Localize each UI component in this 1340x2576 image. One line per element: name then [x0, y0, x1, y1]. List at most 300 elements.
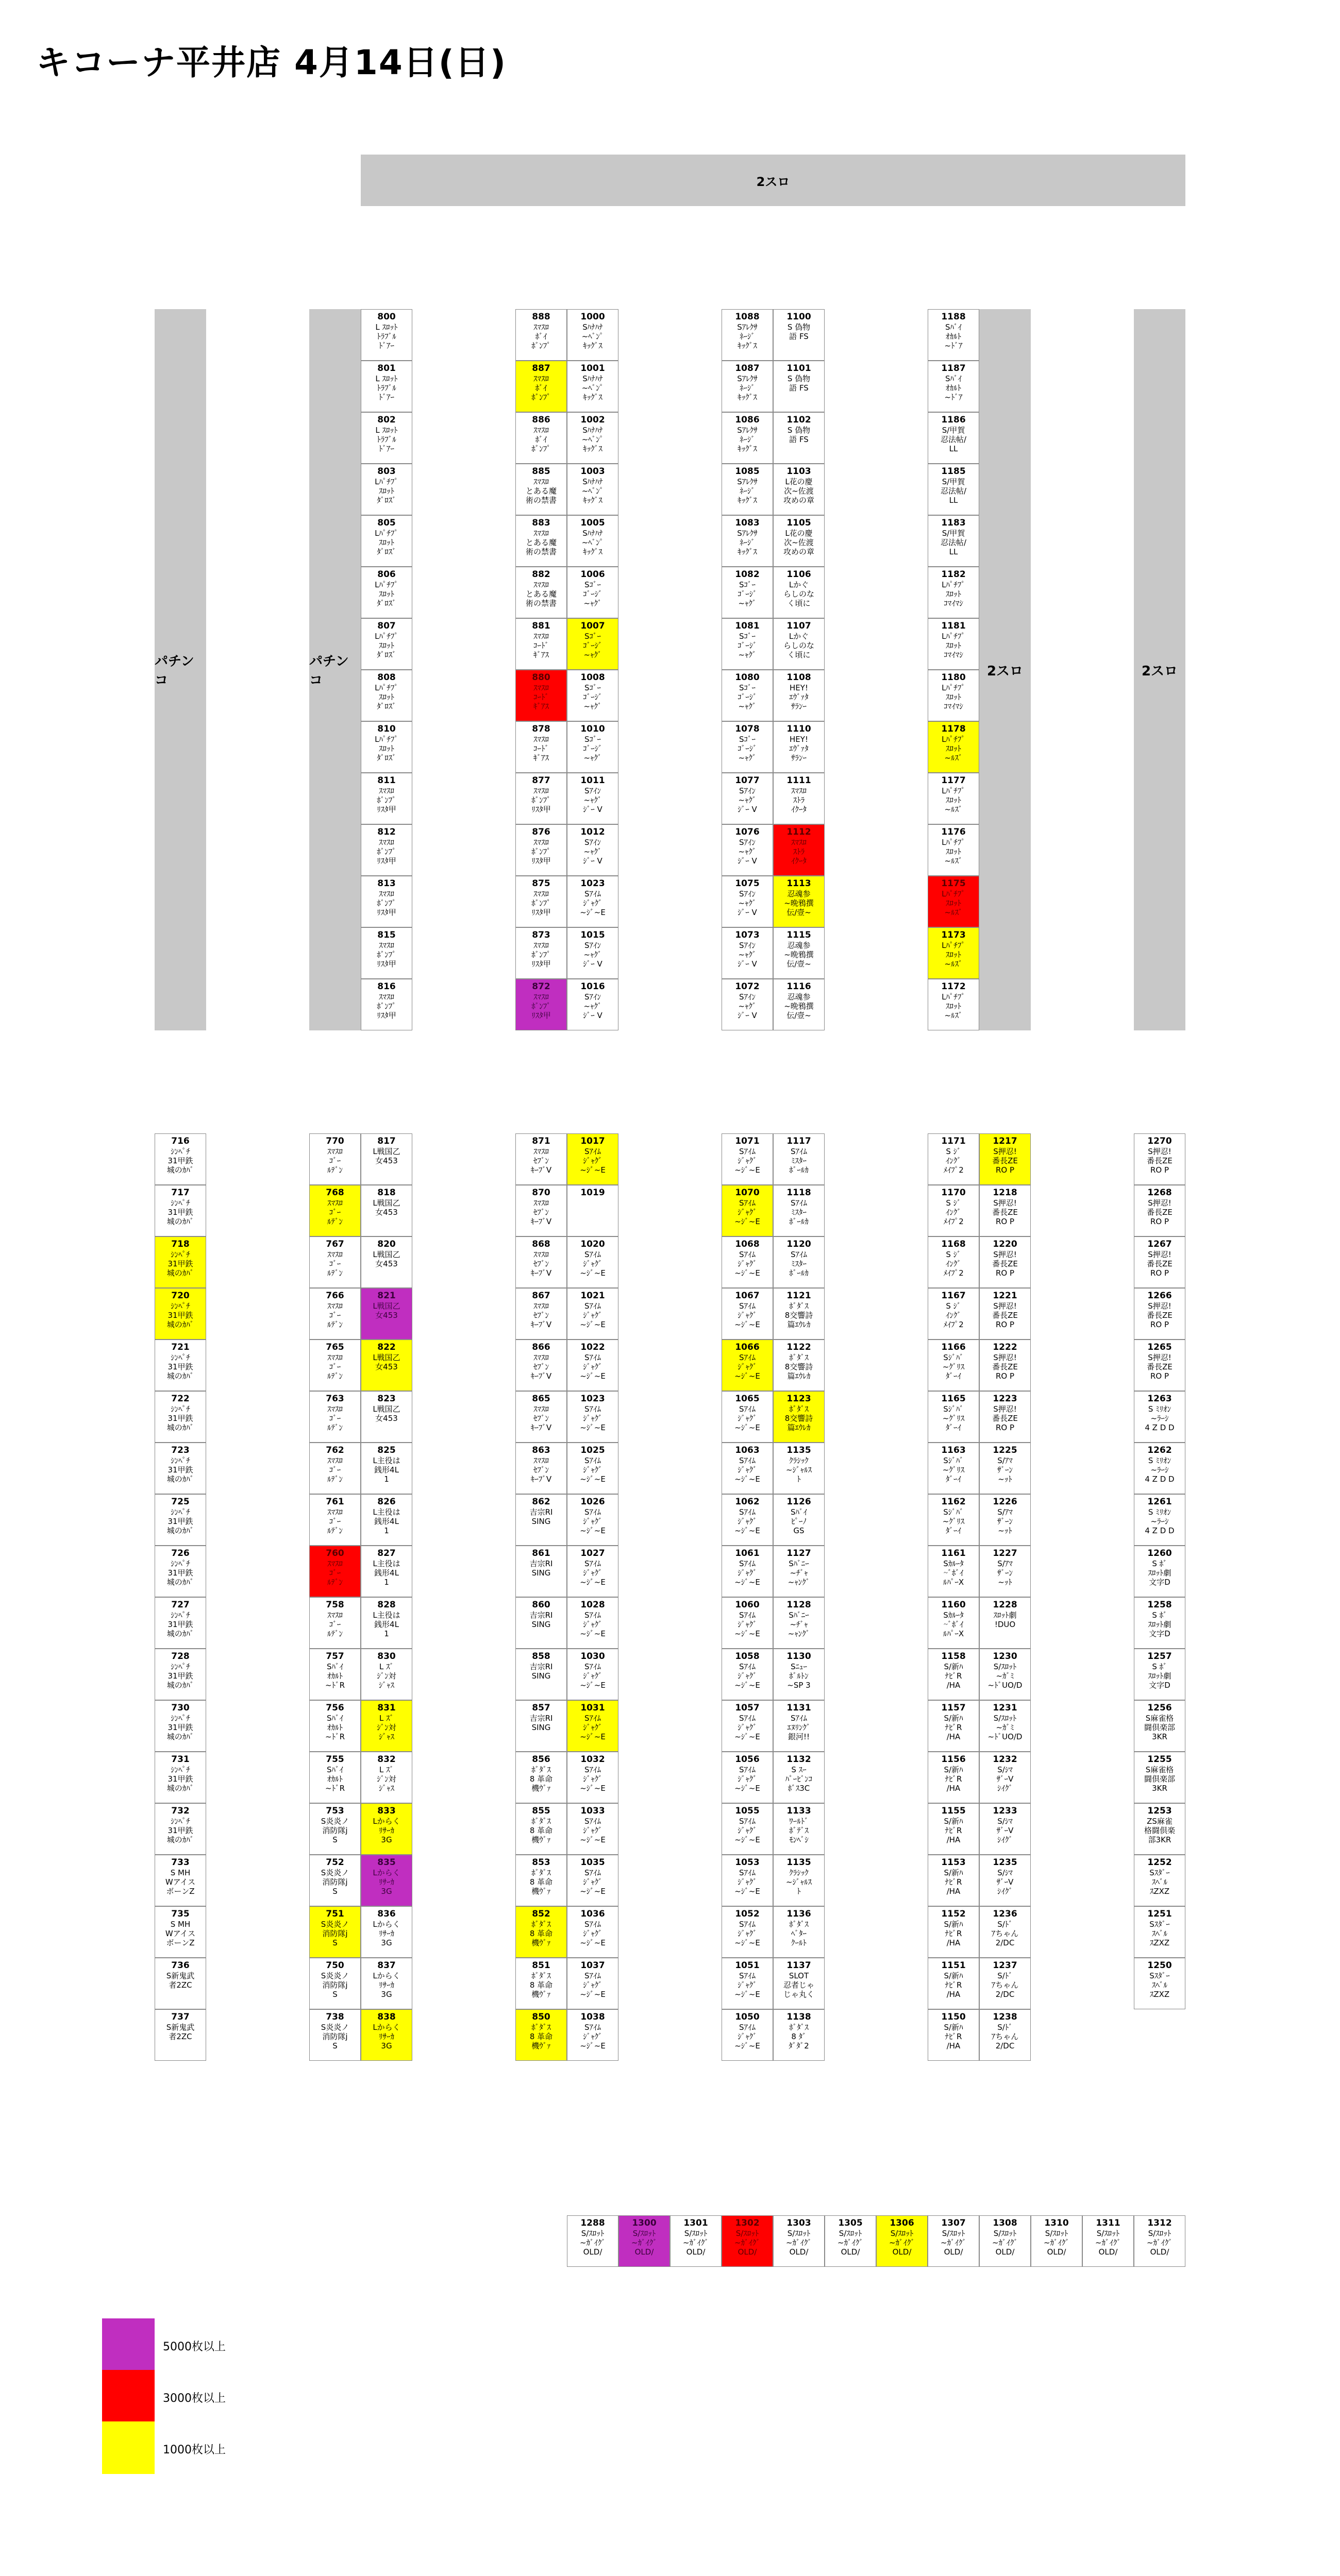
machine-name: Sﾊﾅﾊﾅ ~ﾍﾞﾝﾟ ｷｯｸﾞｽ: [581, 477, 604, 505]
machine-number: 728: [171, 1651, 190, 1662]
machine-number: 1060: [735, 1600, 760, 1610]
machine-number: 1251: [1147, 1909, 1172, 1919]
machine-number: 858: [532, 1651, 550, 1662]
machine-number: 1305: [838, 2218, 863, 2228]
machine-cell-717: [155, 1185, 206, 1236]
machine-name: Sｽﾀﾞｰ ｽﾍﾞﾙ ｽZXZ: [1149, 1971, 1170, 1999]
machine-number: 1118: [786, 1188, 811, 1198]
machine-name: ﾜｰﾙﾄﾞ ﾎﾞﾃﾞｽ ﾓﾝﾍﾞｼ: [789, 1817, 809, 1844]
machine-cell-1086: [722, 412, 773, 464]
machine-number: 863: [532, 1445, 550, 1455]
machine-name: L戦国乙 女453: [373, 1147, 400, 1165]
zone-banner-2slo: [361, 155, 1185, 206]
machine-number: 752: [326, 1857, 344, 1868]
machine-name: S/ｽﾛｯﾄ ~ｶﾞｲｸﾞ OLD/: [785, 2229, 812, 2257]
machine-cell-1263: [1134, 1391, 1185, 1443]
machine-name: Sｱｲﾑ ｼﾞｬｸﾞ ~ｼﾞ~E: [734, 1868, 760, 1896]
machine-cell-1160: [928, 1597, 979, 1649]
machine-number: 1185: [941, 466, 966, 477]
machine-name: Sﾆｭｰ ﾎﾞﾙﾄﾝ ~SP 3: [787, 1662, 811, 1690]
machine-cell-1251: [1134, 1906, 1185, 1958]
machine-cell-1113: [773, 876, 825, 927]
machine-cell-1187: [928, 361, 979, 412]
machine-number: 872: [532, 981, 550, 992]
machine-name: Sｱｲﾑ ｼﾞｬｸﾞ ~ｼﾞ~E: [734, 1147, 760, 1175]
machine-name: ｽﾏｽﾛ とある魔 術の禁書: [525, 477, 557, 505]
machine-cell-1265: [1134, 1340, 1185, 1391]
machine-number: 1270: [1147, 1136, 1172, 1146]
machine-number: 1225: [993, 1445, 1017, 1455]
machine-name: S/ｽﾛｯﾄ ~ｶﾞｲｸﾞ OLD/: [940, 2229, 967, 2257]
machine-name: S ﾎﾞ ｽﾛｯﾄ劇 文字D: [1148, 1559, 1171, 1587]
machine-number: 1133: [786, 1806, 811, 1816]
machine-number: 1020: [580, 1239, 605, 1249]
machine-name: Sｽﾀﾞｰ ｽﾍﾞﾙ ｽZXZ: [1149, 1868, 1170, 1896]
machine-name: ｽﾏｽﾛ ﾎﾞﾝﾌﾟ ﾘｽﾀ甲: [531, 786, 551, 814]
machine-number: 1053: [735, 1857, 760, 1868]
machine-name: S ｽｰ ﾊﾟｰﾋﾞﾝｺ ﾎﾞｽ3C: [785, 1765, 813, 1793]
machine-number: 1128: [786, 1600, 811, 1610]
machine-cell-1253: [1134, 1803, 1185, 1855]
machine-number: 733: [171, 1857, 190, 1868]
machine-cell-886: [515, 412, 567, 464]
machine-number: 1182: [941, 569, 966, 580]
machine-cell-1173: [928, 927, 979, 979]
machine-number: 1227: [993, 1548, 1017, 1558]
machine-number: 1083: [735, 518, 760, 528]
machine-cell-1075: [722, 876, 773, 927]
machine-name: S/ｽﾛｯﾄ ~ｶﾞｲｸﾞ OLD/: [1146, 2229, 1173, 2257]
machine-number: 1312: [1147, 2218, 1172, 2228]
machine-number: 822: [377, 1342, 396, 1352]
machine-name: Lﾊﾟﾁﾌﾟ ｽﾛｯﾄ ﾀﾞﾛｽﾞ: [375, 632, 398, 659]
machine-number: 873: [532, 930, 550, 940]
machine-name: Sｱｲﾝ ~ｬｸﾞ ｼﾞｰ V: [583, 786, 602, 814]
machine-cell-862: [515, 1494, 567, 1546]
machine-cell-838: [361, 2009, 412, 2061]
machine-cell-1217: [979, 1133, 1031, 1185]
machine-number: 1222: [993, 1342, 1017, 1352]
machine-cell-1087: [722, 361, 773, 412]
machine-cell-1162: [928, 1494, 979, 1546]
machine-number: 1035: [580, 1857, 605, 1868]
machine-cell-1110: [773, 721, 825, 773]
machine-cell-813: [361, 876, 412, 927]
machine-name: Lﾊﾟﾁﾌﾟ ｽﾛｯﾄ ﾀﾞﾛｽﾞ: [375, 735, 398, 762]
machine-cell-820: [361, 1236, 412, 1288]
machine-name: Sｱｲﾑ ｼﾞｬｸﾞ ~ｼﾞ~E: [580, 1250, 606, 1278]
machine-cell-1067: [722, 1288, 773, 1340]
machine-cell-837: [361, 1958, 412, 2009]
machine-cell-1001: [567, 361, 618, 412]
machine-name: Sｺﾞｰ ｺﾞｰｼﾞ ~ｬｸﾞ: [583, 580, 602, 608]
machine-number: 732: [171, 1806, 190, 1816]
machine-cell-1116: [773, 979, 825, 1030]
machine-name: Sｱｲﾑ ｼﾞｬｸﾞ ~ｼﾞ~E: [734, 1662, 760, 1690]
machine-name: Sｱﾚｸｻ ﾈｰｼﾞ ｷｯｸﾞｽ: [737, 477, 758, 505]
legend-label-5000: 5000枚以上: [163, 2341, 226, 2353]
machine-cell-1153: [928, 1855, 979, 1906]
machine-cell-768: [309, 1185, 361, 1236]
machine-cell-867: [515, 1288, 567, 1340]
machine-number: 1066: [735, 1342, 760, 1352]
machine-cell-828: [361, 1597, 412, 1649]
machine-number: 717: [171, 1188, 190, 1198]
machine-cell-1126: [773, 1494, 825, 1546]
machine-name: Sｱｲﾑ ｼﾞｬｸﾞ ~ｼﾞ~E: [734, 1714, 760, 1741]
machine-name: S ｼﾞ ｲﾝｸﾞ ﾒｲﾌﾟ2: [943, 1198, 964, 1226]
machine-name: ﾎﾞﾀﾞｽ ﾍﾞﾀｰ ｸｰﾙﾄ: [789, 1920, 809, 1947]
machine-cell-1068: [722, 1236, 773, 1288]
machine-number: 1077: [735, 775, 760, 786]
machine-number: 1230: [993, 1651, 1017, 1662]
machine-cell-801: [361, 361, 412, 412]
machine-cell-1030: [567, 1649, 618, 1700]
machine-name: ｽﾏｽﾛ ﾎﾞﾝﾌﾟ ﾘｽﾀ甲: [377, 786, 396, 814]
machine-name: Sｼﾞﾊﾞ ~ｸﾞﾘｽ ﾀﾞｰｲ: [942, 1404, 965, 1432]
machine-name: Sｼﾞﾊﾞ ~ｸﾞﾘｽ ﾀﾞｰｲ: [942, 1507, 965, 1535]
machine-cell-866: [515, 1340, 567, 1391]
machine-name: S炎炎ノ 消防隊j S: [321, 1868, 349, 1896]
machine-name: ｽﾏｽﾛ とある魔 術の禁書: [525, 580, 557, 608]
machine-number: 1153: [941, 1857, 966, 1868]
machine-name: ｽﾏｽﾛ ﾎﾞﾝﾌﾟ ﾘｽﾀ甲: [531, 992, 551, 1020]
machine-cell-815: [361, 927, 412, 979]
machine-number: 1067: [735, 1291, 760, 1301]
machine-name: SLOT 忍者じゃ じゃ丸く: [783, 1971, 814, 1999]
machine-cell-1058: [722, 1649, 773, 1700]
machine-cell-752: [309, 1855, 361, 1906]
machine-number: 868: [532, 1239, 550, 1249]
machine-name: Sｱｲﾑ ｼﾞｬｸﾞ ~ｼﾞ~E: [734, 2023, 760, 2050]
machine-name: L花の慶 次~佐渡 攻めの章: [783, 477, 814, 505]
machine-number: 882: [532, 569, 550, 580]
machine-number: 1306: [890, 2218, 914, 2228]
machine-number: 1177: [941, 775, 966, 786]
machine-cell-1172: [928, 979, 979, 1030]
machine-number: 1011: [580, 775, 605, 786]
machine-name: L ｽﾞ ｼﾞﾝ対 ｼﾞｬｽ: [377, 1765, 396, 1793]
machine-number: 1033: [580, 1806, 605, 1816]
machine-cell-1230: [979, 1649, 1031, 1700]
machine-name: S/ｱﾏ ｻﾞｰﾝ ~ｯﾄ: [997, 1456, 1013, 1484]
machine-number: 1006: [580, 569, 605, 580]
machine-cell-1151: [928, 1958, 979, 2009]
zone-pachinko-left: [155, 309, 206, 1030]
machine-cell-1102: [773, 412, 825, 464]
machine-number: 1188: [941, 312, 966, 322]
machine-cell-1003: [567, 464, 618, 515]
machine-name: L戦国乙 女453: [373, 1301, 400, 1320]
machine-number: 850: [532, 2012, 550, 2022]
machine-name: ﾎﾞﾀﾞｽ 8 ﾀﾞ ﾀﾞﾀﾞ2: [789, 2023, 809, 2050]
machine-cell-1026: [567, 1494, 618, 1546]
machine-name: Sｼﾞﾊﾞ ~ｸﾞﾘｽ ﾀﾞｰｲ: [942, 1353, 965, 1381]
machine-cell-1255: [1134, 1752, 1185, 1803]
machine-cell-1226: [979, 1494, 1031, 1546]
machine-cell-1106: [773, 567, 825, 618]
machine-number: 1027: [580, 1548, 605, 1558]
machine-name: S ﾐﾘｵﾝ ~ﾗｰｼ 4 Z D D: [1145, 1404, 1175, 1432]
machine-name: Sｱｲﾑ ｼﾞｬｸﾞ ~ｼﾞ~E: [734, 1817, 760, 1844]
machine-name: ZS麻雀 格闘倶楽 部3KR: [1144, 1817, 1175, 1844]
machine-cell-812: [361, 824, 412, 876]
machine-cell-1023: [567, 1391, 618, 1443]
machine-number: 1300: [632, 2218, 657, 2228]
machine-number: 1302: [735, 2218, 760, 2228]
machine-number: 881: [532, 621, 550, 631]
machine-cell-1035: [567, 1855, 618, 1906]
machine-number: 1135: [786, 1857, 811, 1868]
machine-number: 730: [171, 1703, 190, 1713]
machine-name: ｽﾏｽﾛ ｺﾞｰ ﾙﾃﾞﾝ: [327, 1404, 343, 1432]
legend-label-3000: 3000枚以上: [163, 2392, 226, 2405]
machine-cell-1288: [567, 2215, 618, 2267]
machine-number: 1100: [786, 312, 811, 322]
machine-name: Lからく ﾘｻｰｶ 3G: [373, 1868, 400, 1896]
machine-number: 817: [377, 1136, 396, 1146]
machine-cell-1155: [928, 1803, 979, 1855]
machine-name: S/ｽﾛｯﾄ ~ｶﾞｲｸﾞ OLD/: [682, 2229, 709, 2257]
machine-number: 1075: [735, 878, 760, 889]
machine-cell-1053: [722, 1855, 773, 1906]
machine-cell-882: [515, 567, 567, 618]
machine-cell-1005: [567, 515, 618, 567]
machine-cell-875: [515, 876, 567, 927]
machine-name: ｽﾏｽﾛ ﾎﾞﾝﾌﾟ ﾘｽﾀ甲: [377, 992, 396, 1020]
machine-name: ｽﾏｽﾛ ｺﾞｰ ﾙﾃﾞﾝ: [327, 1559, 343, 1587]
machine-number: 1112: [786, 827, 811, 837]
machine-cell-821: [361, 1288, 412, 1340]
machine-name: ﾎﾞﾀﾞｽ 8 革命 機ｳﾞｧ: [529, 1868, 553, 1896]
machine-name: Sｱｲﾑ ｼﾞｬｸﾞ ~ｼﾞ~E: [580, 889, 606, 917]
machine-number: 1023: [580, 878, 605, 889]
machine-cell-1082: [722, 567, 773, 618]
machine-name: S ｼﾞ ｲﾝｸﾞ ﾒｲﾌﾟ2: [943, 1147, 964, 1175]
machine-number: 1181: [941, 621, 966, 631]
machine-number: 1253: [1147, 1806, 1172, 1816]
machine-number: 1127: [786, 1548, 811, 1558]
machine-name: S ｼﾞ ｲﾝｸﾞ ﾒｲﾌﾟ2: [943, 1301, 964, 1329]
machine-number: 1257: [1147, 1651, 1172, 1662]
machine-name: Lﾊﾟﾁﾌﾟ ｽﾛｯﾄ ｺﾏｲﾏｼ: [942, 683, 965, 711]
machine-number: 1303: [786, 2218, 811, 2228]
machine-name: ｼﾝﾍﾟﾁ 31甲鉄 城のｶﾊﾞ: [166, 1198, 194, 1226]
machine-number: 1232: [993, 1754, 1017, 1765]
machine-number: 1002: [580, 415, 605, 425]
machine-number: 836: [377, 1909, 396, 1919]
machine-name: Sｱｲﾑ ｼﾞｬｸﾞ ~ｼﾞ~E: [580, 1714, 606, 1741]
machine-number: 1151: [941, 1960, 966, 1971]
machine-number: 867: [532, 1291, 550, 1301]
machine-name: ｽﾏｽﾛ ﾎﾞﾝﾌﾟ ﾘｽﾀ甲: [377, 889, 396, 917]
machine-name: L主役は 銭形4L 1: [373, 1507, 400, 1535]
machine-number: 718: [171, 1239, 190, 1249]
machine-cell-1117: [773, 1133, 825, 1185]
machine-cell-731: [155, 1752, 206, 1803]
legend-swatch-5000: [102, 2318, 155, 2371]
machine-name: S/甲賀 忍法帖/ LL: [940, 529, 967, 556]
machine-name: Sﾊﾅﾊﾅ ~ﾍﾞﾝﾟ ｷｯｸﾞｽ: [581, 374, 604, 402]
machine-cell-1120: [773, 1236, 825, 1288]
machine-cell-827: [361, 1546, 412, 1597]
machine-number: 761: [326, 1497, 344, 1507]
machine-name: ｽﾏｽﾛ ﾎﾞｲ ﾎﾞﾝﾌﾟ: [531, 426, 551, 453]
machine-name: Sｱｲﾑ ﾐｽﾀｰ ﾎﾞｰﾙｶ: [789, 1250, 809, 1278]
machine-cell-1235: [979, 1855, 1031, 1906]
machine-number: 1135: [786, 1445, 811, 1455]
machine-cell-1062: [722, 1494, 773, 1546]
machine-number: 807: [377, 621, 396, 631]
machine-cell-870: [515, 1185, 567, 1236]
machine-cell-1107: [773, 618, 825, 670]
machine-cell-1020: [567, 1236, 618, 1288]
machine-cell-1021: [567, 1288, 618, 1340]
machine-cell-863: [515, 1443, 567, 1494]
machine-name: S押忍! 番長ZE RO P: [992, 1353, 1018, 1381]
machine-name: S/ﾄﾞ ｱちゃん 2/DC: [991, 1971, 1019, 1999]
machine-cell-1176: [928, 824, 979, 876]
machine-number: 856: [532, 1754, 550, 1765]
machine-name: Lからく ﾘｻｰｶ 3G: [373, 1971, 400, 1999]
machine-cell-1008: [567, 670, 618, 721]
machine-number: 1081: [735, 621, 760, 631]
machine-name: ｽﾏｽﾛ ﾎﾞｲ ﾎﾞﾝﾌﾟ: [531, 374, 551, 402]
machine-name: S 偽物 語 FS: [787, 426, 811, 444]
machine-cell-755: [309, 1752, 361, 1803]
machine-name: ｽﾏｽﾛ ﾎﾞﾝﾌﾟ ﾘｽﾀ甲: [377, 838, 396, 866]
machine-cell-757: [309, 1649, 361, 1700]
machine-cell-1180: [928, 670, 979, 721]
machine-name: L ｽﾛｯﾄ ﾄﾗﾌﾞﾙ ﾄﾞｱｰ: [375, 323, 398, 350]
machine-cell-1171: [928, 1133, 979, 1185]
machine-cell-723: [155, 1443, 206, 1494]
machine-name: Sｱｲﾝ ~ｬｸﾞ ｼﾞｰ V: [738, 786, 757, 814]
machine-cell-1083: [722, 515, 773, 567]
machine-number: 1063: [735, 1445, 760, 1455]
machine-name: S押忍! 番長ZE RO P: [992, 1250, 1018, 1278]
machine-number: 1256: [1147, 1703, 1172, 1713]
machine-cell-1170: [928, 1185, 979, 1236]
machine-number: 1226: [993, 1497, 1017, 1507]
machine-name: ｼﾝﾍﾟﾁ 31甲鉄 城のｶﾊﾞ: [166, 1353, 194, 1381]
machine-name: Lﾊﾟﾁﾌﾟ ｽﾛｯﾄ ~ﾙｽﾞ: [942, 735, 965, 762]
machine-cell-1300: [618, 2215, 670, 2267]
machine-cell-1183: [928, 515, 979, 567]
machine-cell-1308: [979, 2215, 1031, 2267]
machine-name: Sｱｲﾑ ｼﾞｬｸﾞ ~ｼﾞ~E: [580, 1662, 606, 1690]
machine-name: ﾎﾞﾀﾞｽ 8交響詩 篇ｴｳﾚｶ: [784, 1353, 813, 1381]
machine-name: 忍魂参 ~晩鴉撰 伝/壹~: [784, 889, 814, 917]
machine-number: 1116: [786, 981, 811, 992]
machine-number: 1050: [735, 2012, 760, 2022]
machine-name: ｽﾏｽﾛ ﾎﾞﾝﾌﾟ ﾘｽﾀ甲: [531, 838, 551, 866]
machine-cell-1262: [1134, 1443, 1185, 1494]
machine-name: S/ｼﾏ ｻﾞｰV ｼｲｸﾞ: [996, 1868, 1014, 1896]
machine-number: 1085: [735, 466, 760, 477]
machine-name: ｼﾝﾍﾟﾁ 31甲鉄 城のｶﾊﾞ: [166, 1404, 194, 1432]
machine-number: 812: [377, 827, 396, 837]
machine-number: 878: [532, 724, 550, 734]
machine-number: 731: [171, 1754, 190, 1765]
machine-name: Sｱｲﾑ ｼﾞｬｸﾞ ~ｼﾞ~E: [734, 1559, 760, 1587]
machine-cell-1127: [773, 1546, 825, 1597]
machine-number: 757: [326, 1651, 344, 1662]
machine-cell-733: [155, 1855, 206, 1906]
machine-number: 813: [377, 878, 396, 889]
machine-number: 1068: [735, 1239, 760, 1249]
machine-number: 1017: [580, 1136, 605, 1146]
machine-number: 751: [326, 1909, 344, 1919]
machine-cell-1052: [722, 1906, 773, 1958]
machine-cell-823: [361, 1391, 412, 1443]
machine-name: ｼﾝﾍﾟﾁ 31甲鉄 城のｶﾊﾞ: [166, 1250, 194, 1278]
machine-number: 821: [377, 1291, 396, 1301]
machine-name: Sｱｲﾑ ｼﾞｬｸﾞ ~ｼﾞ~E: [580, 1404, 606, 1432]
machine-cell-1006: [567, 567, 618, 618]
machine-number: 1258: [1147, 1600, 1172, 1610]
machine-cell-806: [361, 567, 412, 618]
machine-cell-1181: [928, 618, 979, 670]
machine-number: 1307: [941, 2218, 966, 2228]
machine-number: 1022: [580, 1342, 605, 1352]
machine-name: Sｱｲﾑ ｼﾞｬｸﾞ ~ｼﾞ~E: [734, 1920, 760, 1947]
machine-cell-1175: [928, 876, 979, 927]
machine-name: Lかぐ らしのな く頃に: [783, 632, 814, 659]
machine-name: Lﾊﾟﾁﾌﾟ ｽﾛｯﾄ ~ﾙｽﾞ: [942, 992, 965, 1020]
machine-name: 忍魂参 ~晩鴉撰 伝/壹~: [784, 992, 814, 1020]
machine-number: 830: [377, 1651, 396, 1662]
machine-cell-826: [361, 1494, 412, 1546]
machine-name: Sｺﾞｰ ｺﾞｰｼﾞ ~ｬｸﾞ: [738, 580, 757, 608]
machine-number: 1105: [786, 518, 811, 528]
machine-number: 888: [532, 312, 550, 322]
machine-number: 1266: [1147, 1291, 1172, 1301]
machine-name: L花の慶 次~佐渡 攻めの章: [783, 529, 814, 556]
machine-number: 758: [326, 1600, 344, 1610]
machine-number: 1076: [735, 827, 760, 837]
machine-number: 811: [377, 775, 396, 786]
machine-number: 1265: [1147, 1342, 1172, 1352]
machine-name: S ﾎﾞ ｽﾛｯﾄ劇 文字D: [1148, 1662, 1171, 1690]
machine-number: 1231: [993, 1703, 1017, 1713]
machine-cell-1056: [722, 1752, 773, 1803]
machine-cell-811: [361, 773, 412, 824]
machine-cell-1188: [928, 309, 979, 361]
machine-number: 1236: [993, 1909, 1017, 1919]
machine-name: ｽﾏｽﾛ ｽﾄﾗ ｲｸｰﾀ: [791, 786, 807, 814]
machine-number: 736: [171, 1960, 190, 1971]
machine-number: 880: [532, 672, 550, 683]
machine-name: Sﾊﾞｲ ｵｶﾙﾄ ~ﾄﾞｱ: [944, 323, 963, 350]
machine-number: 1168: [941, 1239, 966, 1249]
machine-cell-765: [309, 1340, 361, 1391]
machine-cell-1066: [722, 1340, 773, 1391]
machine-number: 815: [377, 930, 396, 940]
machine-number: 810: [377, 724, 396, 734]
machine-name: Sｱｲﾑ ｼﾞｬｸﾞ ~ｼﾞ~E: [580, 2023, 606, 2050]
machine-number: 818: [377, 1188, 396, 1198]
machine-cell-1055: [722, 1803, 773, 1855]
zone-2slo-right-b: [1134, 309, 1185, 1030]
machine-number: 1228: [993, 1600, 1017, 1610]
machine-cell-1227: [979, 1546, 1031, 1597]
machine-name: Sｱｲﾑ ｼﾞｬｸﾞ ~ｼﾞ~E: [580, 1817, 606, 1844]
machine-name: Sｶﾙｰﾀ ~ﾞﾎﾞｲ ﾙﾊﾟｰX: [943, 1559, 964, 1587]
machine-name: HEY! ｴｳﾞｧﾀ ｻﾗﾝｰ: [789, 735, 809, 762]
machine-name: Lﾊﾟﾁﾌﾟ ｽﾛｯﾄ ~ﾙｽﾞ: [942, 786, 965, 814]
machine-cell-1186: [928, 412, 979, 464]
